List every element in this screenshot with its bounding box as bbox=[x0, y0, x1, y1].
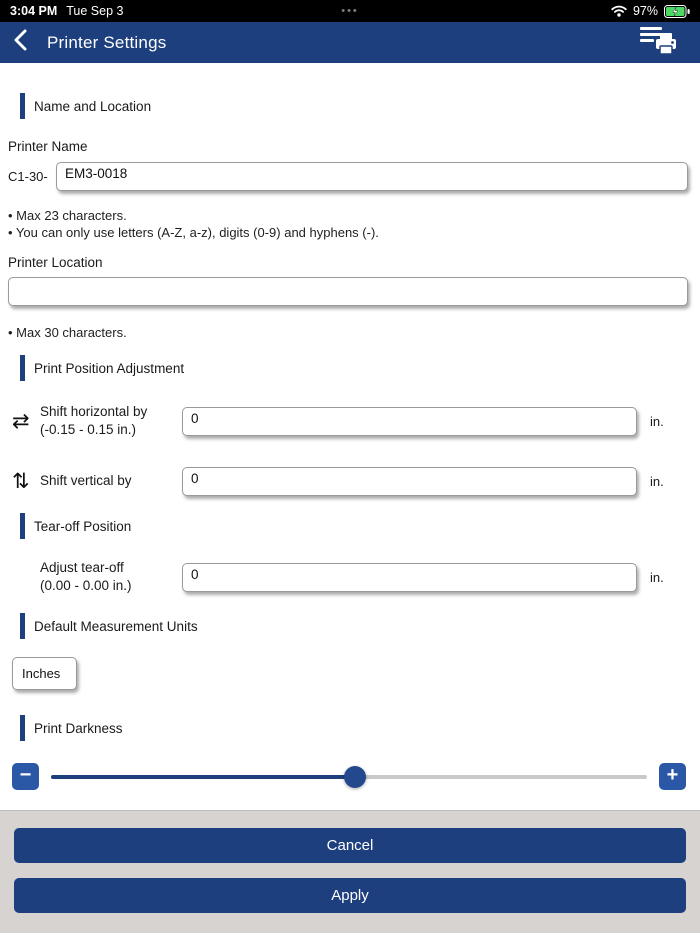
tear-off-range: (0.00 - 0.00 in.) bbox=[40, 578, 132, 593]
printer-location-input[interactable] bbox=[8, 277, 688, 306]
section-title: Default Measurement Units bbox=[34, 618, 198, 634]
battery-icon bbox=[664, 5, 690, 18]
multitask-dots: ••• bbox=[341, 5, 359, 17]
status-bar bbox=[0, 0, 700, 22]
printer-location-label: Printer Location bbox=[8, 255, 103, 270]
section-accent-bar bbox=[20, 715, 25, 741]
tear-off-label bbox=[40, 559, 182, 595]
footer-action-bar bbox=[0, 810, 700, 933]
note-location-max: • Max 30 characters. bbox=[8, 325, 127, 340]
printer-name-label: Printer Name bbox=[8, 139, 88, 154]
horizontal-arrows-icon: ⇄ bbox=[12, 408, 30, 433]
shift-horizontal-range: (-0.15 - 0.15 in.) bbox=[40, 422, 137, 437]
section-measurement-units bbox=[20, 613, 688, 639]
tear-off-label-line1: Adjust tear-off bbox=[40, 560, 124, 575]
page-title: Printer Settings bbox=[47, 32, 167, 52]
section-accent-bar bbox=[20, 513, 25, 539]
status-right bbox=[611, 4, 690, 18]
status-time: 3:04 PM bbox=[10, 4, 58, 18]
darkness-slider[interactable] bbox=[51, 763, 647, 790]
settings-content bbox=[0, 93, 700, 791]
shift-horizontal-row bbox=[8, 399, 688, 443]
slider-thumb[interactable] bbox=[344, 766, 366, 788]
note-max-chars: • Max 23 characters. bbox=[8, 208, 127, 223]
tear-off-unit: in. bbox=[650, 569, 664, 585]
battery-percent: 97% bbox=[632, 4, 658, 18]
shift-horizontal-input[interactable] bbox=[182, 407, 637, 436]
tear-off-row bbox=[8, 555, 688, 599]
shift-vertical-label: Shift vertical by bbox=[40, 473, 132, 488]
darkness-minus-button[interactable]: − bbox=[12, 763, 39, 790]
shift-horizontal-label bbox=[40, 403, 182, 439]
printer-name-input[interactable] bbox=[56, 162, 688, 191]
shift-vertical-unit: in. bbox=[650, 473, 664, 489]
shift-vertical-input[interactable] bbox=[182, 467, 637, 496]
slider-fill bbox=[51, 775, 355, 779]
wifi-icon bbox=[611, 5, 627, 17]
section-accent-bar bbox=[20, 93, 25, 119]
status-date: Tue Sep 3 bbox=[66, 4, 124, 18]
section-tear-off bbox=[20, 513, 688, 539]
section-print-darkness bbox=[20, 715, 688, 741]
back-chevron-icon bbox=[14, 29, 27, 56]
section-accent-bar bbox=[20, 613, 25, 639]
darkness-slider-row bbox=[8, 761, 688, 791]
section-title: Name and Location bbox=[34, 98, 152, 114]
section-accent-bar bbox=[20, 355, 25, 381]
printer-name-prefix: C1-30- bbox=[8, 169, 48, 184]
cancel-button[interactable]: Cancel bbox=[14, 828, 686, 863]
apply-button[interactable]: Apply bbox=[14, 878, 686, 913]
printer-name-row bbox=[8, 162, 688, 191]
section-title: Print Darkness bbox=[34, 720, 123, 736]
printer-queue-button[interactable] bbox=[638, 25, 680, 60]
status-left bbox=[10, 4, 123, 18]
printer-list-icon bbox=[638, 25, 680, 60]
vertical-arrows-icon: ⇅ bbox=[12, 468, 30, 493]
shift-horizontal-unit: in. bbox=[650, 413, 664, 429]
tear-off-input[interactable] bbox=[182, 563, 637, 592]
section-title: Print Position Adjustment bbox=[34, 360, 185, 376]
units-dropdown[interactable]: Inches bbox=[12, 657, 77, 690]
back-button[interactable] bbox=[14, 29, 27, 56]
shift-horizontal-label-line1: Shift horizontal by bbox=[40, 404, 148, 419]
section-name-and-location bbox=[20, 93, 688, 119]
nav-bar bbox=[0, 22, 700, 63]
note-allowed-chars: • You can only use letters (A-Z, a-z), digits (0-9) and hyphens (-). bbox=[8, 225, 379, 240]
section-title: Tear-off Position bbox=[34, 518, 132, 534]
section-print-position bbox=[20, 355, 688, 381]
shift-vertical-row bbox=[8, 459, 688, 503]
printer-name-notes bbox=[8, 207, 688, 241]
darkness-plus-button[interactable]: + bbox=[659, 763, 686, 790]
